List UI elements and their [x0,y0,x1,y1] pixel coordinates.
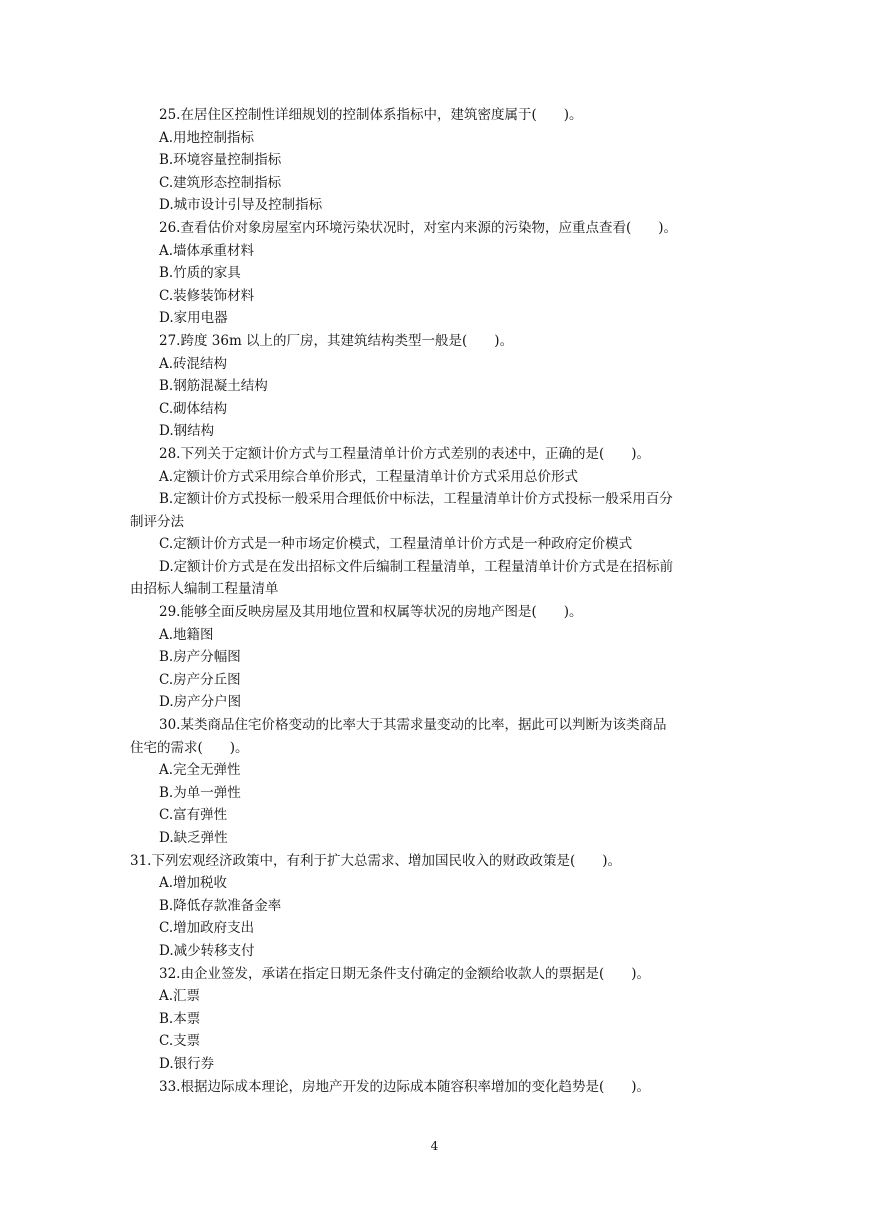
answer-option: D.城市设计引导及控制指标 [159,197,323,214]
answer-option: D.钢结构 [159,423,215,440]
answer-option: A.砖混结构 [159,355,228,372]
question-stem: 25.在居住区控制性详细规划的控制体系指标中，建筑密度属于( )。 [159,107,583,123]
answer-option: C.富有弹性 [159,807,228,824]
answer-option: B.环境容量控制指标 [159,152,282,169]
answer-option: C.定额计价方式是一种市场定价模式，工程量清单计价方式是一种政府定价模式 [159,536,633,553]
answer-option: A.增加税收 [159,875,228,892]
continuation-line: 由招标人编制工程量清单 [130,581,279,598]
answer-option: C.房产分丘图 [159,671,241,688]
page-number: 4 [430,1139,439,1153]
answer-option: C.建筑形态控制指标 [159,174,282,191]
answer-option: A.完全无弹性 [159,762,241,779]
answer-option: C.支票 [159,1033,201,1050]
answer-option: A.汇票 [159,988,201,1005]
answer-option: B.房产分幅图 [159,649,241,666]
answer-option: D.银行券 [159,1055,215,1072]
answer-option: B.降低存款准备金率 [159,897,282,914]
answer-option: A.定额计价方式采用综合单价形式，工程量清单计价方式采用总价形式 [159,468,579,485]
answer-option: B.竹质的家具 [159,265,241,282]
answer-option: B.本票 [159,1010,201,1027]
continuation-line: 制评分法 [130,513,184,530]
answer-option: D.家用电器 [159,310,228,327]
answer-option: C.增加政府支出 [159,920,255,937]
answer-option: A.墙体承重材料 [159,242,255,259]
answer-option: A.地籍图 [159,626,214,643]
answer-option: D.缺乏弹性 [159,830,228,846]
answer-option: B.定额计价方式投标一般采用合理低价中标法，工程量清单计价方式投标一般采用百分 [159,491,673,508]
question-stem: 27.跨度 36m 以上的厂房，其建筑结构类型一般是( )。 [159,332,514,349]
continuation-line: 住宅的需求( )。 [130,739,249,756]
question-stem: 30.某类商品住宅价格变动的比率大于其需求量变动的比率，据此可以判断为该类商品 [159,717,667,734]
question-stem: 29.能够全面反映房屋及其用地位置和权属等状况的房地产图是( )。 [159,604,583,621]
answer-option: C.砌体结构 [159,400,228,417]
question-stem: 28.下列关于定额计价方式与工程量清单计价方式差别的表述中，正确的是( )。 [159,445,651,462]
answer-option: C.装修装饰材料 [159,287,255,304]
question-list [130,104,740,1098]
answer-option: B.为单一弹性 [159,784,241,801]
question-stem: 33.根据边际成本理论，房地产开发的边际成本随容积率增加的变化趋势是( )。 [159,1078,651,1095]
question-stem: 31.下列宏观经济政策中，有利于扩大总需求、增加国民收入的财政政策是( )。 [130,852,622,869]
answer-option: A.用地控制指标 [159,129,255,146]
answer-option: D.房产分户图 [159,694,242,711]
answer-option: D.定额计价方式是在发出招标文件后编制工程量清单，工程量清单计价方式是在招标前 [159,558,674,575]
question-stem: 32.由企业签发，承诺在指定日期无条件支付确定的金额给收款人的票据是( )。 [159,965,651,982]
question-stem: 26.查看估价对象房屋室内环境污染状况时，对室内来源的污染物，应重点查看( )。 [159,219,678,236]
answer-option: B.钢筋混凝土结构 [159,378,268,395]
answer-option: D.减少转移支付 [159,942,255,959]
